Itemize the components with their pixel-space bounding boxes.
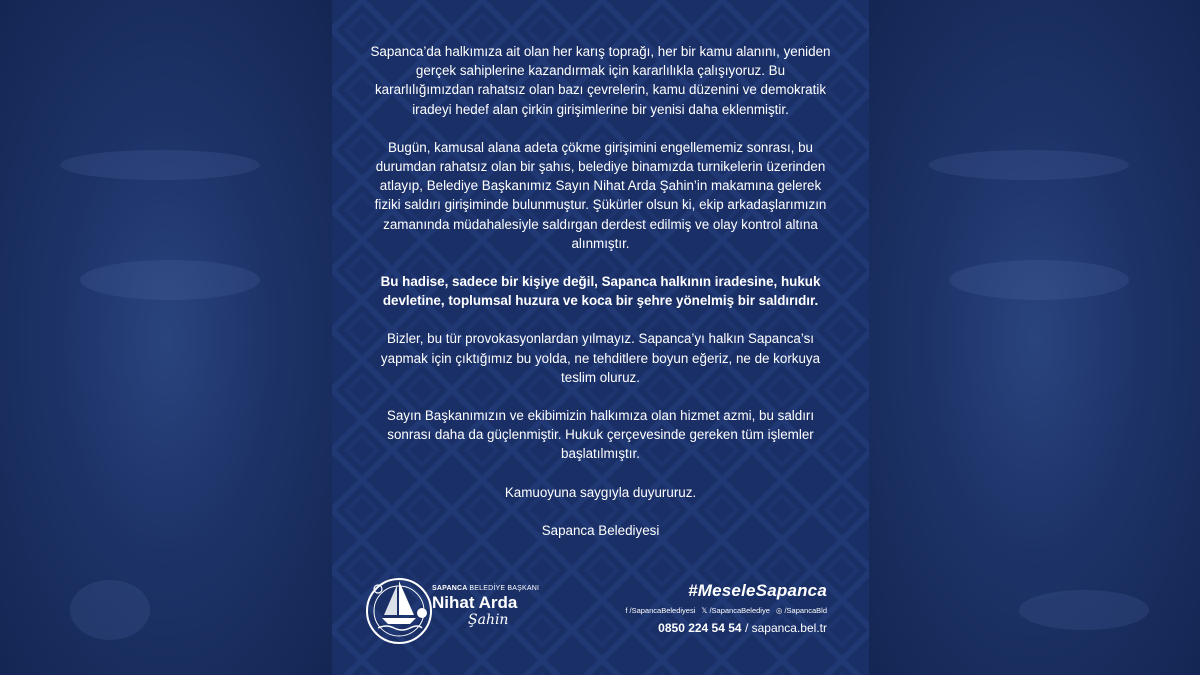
instagram-icon: ◎ — [775, 606, 783, 615]
closing-line: Kamuoyuna saygıyla duyururuz. — [504, 484, 697, 500]
statement-text — [332, 42, 869, 559]
signature-line: Sapanca Belediyesi — [541, 522, 660, 538]
facebook-icon: f — [625, 606, 628, 615]
instagram-handle: /SapancaBld — [784, 606, 827, 615]
statement-panel — [332, 0, 869, 675]
paragraph-3-bold: Bu hadise, sadece bir kişiye değil, Sapanca halkının iradesine, hukuk devletine, toplumsal huzura ve koca bir şehre yönelmiş bir saldırıdır. — [380, 274, 821, 309]
paragraph-1: Sapanca’da halkımıza ait olan her karış toprağı, her bir kamu alanını, yeniden gerçek sahiplerine kazandırmak için kararlılıkla çalışıyoruz. Bu kararlılığımızdan rahatsız olan bazı çevrelerin, kamu düzenini ve demokratik iradeyi hedef alan çirkin girişimlerine bir yenisi daha eklenmiştir. — [370, 44, 831, 117]
municipality-logo — [364, 571, 434, 647]
website-link[interactable]: / sapanca.bel.tr — [744, 621, 827, 635]
blurred-background-right — [869, 0, 1200, 675]
mayor-title-bold: SAPANCA — [432, 585, 468, 592]
x-handle: /SapancaBelediye — [709, 606, 770, 615]
paragraph-2: Bugün, kamusal alana adeta çökme girişimini engellememiz sonrası, bu durumdan rahatsız olan bir şahıs, belediye binamızda turnikelerin üzerinden atlayıp, Belediye Başkanımız Sayın Nihat Arda Şahin’in makamına gelerek fiziki saldırı girişiminde bulunmuştur. Şükürler olsun ki, ekip arkadaşlarımızın zamanında müdahalesiyle saldırgan derdest edilmiş ve olay kontrol altına alınmıştır. — [374, 139, 827, 251]
phone-number[interactable]: 0850 224 54 54 — [658, 621, 742, 635]
contact-line — [627, 621, 827, 635]
facebook-handle: /SapancaBelediyesi — [629, 606, 696, 615]
blurred-background-left — [0, 0, 332, 675]
hashtag: #MeseleSapanca — [688, 581, 827, 600]
paragraph-5: Sayın Başkanımızın ve ekibimizin halkımıza olan hizmet azmi, bu saldırı sonrası daha da güçlenmiştir. Hukuk çerçevesinde gereken tüm işlemler başlatılmıştır. — [386, 408, 815, 462]
mayor-title-light: BELEDİYE BAŞKANI — [469, 585, 540, 592]
facebook-link[interactable] — [625, 606, 695, 615]
mayor-block — [432, 585, 539, 628]
x-link[interactable] — [701, 606, 770, 615]
mayor-name: Nihat Arda — [432, 593, 518, 612]
paragraph-4: Bizler, bu tür provokasyonlardan yılmayız. Sapanca’yı halkın Sapanca’sı yapmak için çıktığımız bu yolda, ne tehditlere boyun eğeriz, ne de korkuya teslim oluruz. — [380, 331, 821, 385]
social-links — [627, 606, 827, 615]
contact-block — [627, 581, 827, 635]
mayor-title — [432, 585, 539, 592]
mayor-signature: Şahin — [468, 612, 509, 628]
instagram-link[interactable] — [776, 606, 827, 615]
footer — [332, 565, 869, 675]
x-icon: 𝕏 — [701, 606, 708, 615]
